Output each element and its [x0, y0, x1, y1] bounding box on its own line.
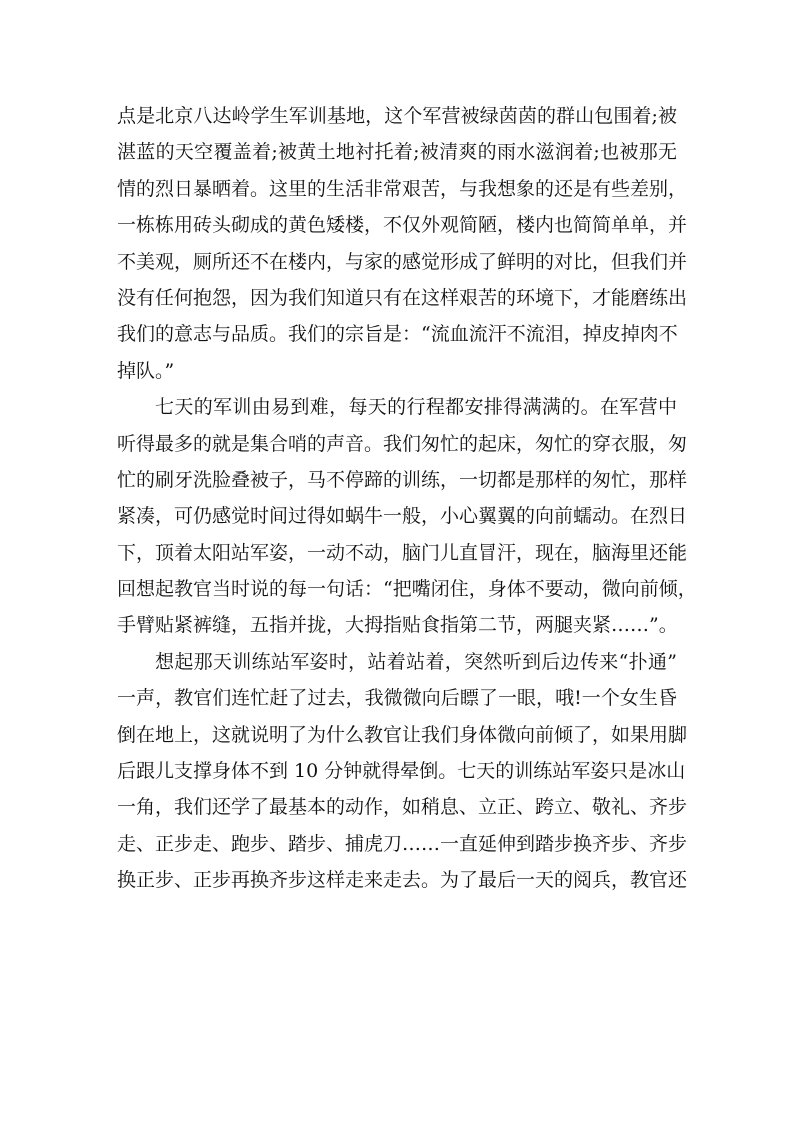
text-line: 走、正步走、跑步、踏步、捕虎刀……一直延伸到踏步换齐步、齐步 — [117, 832, 688, 855]
text-line: 下，顶着太阳站军姿，一动不动，脑门儿直冒汗，现在，脑海里还能 — [117, 541, 688, 564]
text-line: 点是北京八达岭学生军训基地，这个军营被绿茵茵的群山包围着;被 — [117, 105, 677, 127]
essay-text — [117, 98, 697, 899]
text-line: 手臂贴紧裤缝，五指并拢，大拇指贴食指第二节，两腿夹紧……”。 — [117, 614, 678, 637]
text-line: 一声，教官们连忙赶了过去，我微微向后瞟了一眼，哦!一个女生昏 — [117, 687, 677, 710]
text-line: 没有任何抱怨，因为我们知道只有在这样艰苦的环境下，才能磨练出 — [117, 286, 688, 309]
text-line: 一栋栋用砖头砌成的黄色矮楼，不仅外观简陋，楼内也简简单单，并 — [117, 214, 688, 237]
paragraph-3 — [117, 644, 688, 899]
text-line: 换正步、正步再换齐步这样走来走去。为了最后一天的阅兵，教官还 — [117, 869, 688, 892]
text-line: 掉队。” — [117, 359, 175, 382]
text-line: 倒在地上，这就说明了为什么教官让我们身体微向前倾了，如果用脚 — [117, 723, 688, 746]
text-line: 不美观，厕所还不在楼内，与家的感觉形成了鲜明的对比，但我们并 — [117, 250, 688, 273]
text-line: 七天的军训由易到难，每天的行程都安排得满满的。在军营中 — [155, 396, 677, 419]
paragraph-2 — [117, 389, 697, 644]
text-line: 情的烈日暴晒着。这里的生活非常艰苦，与我想象的还是有些差别， — [117, 177, 688, 200]
text-line: 回想起教官当时说的每一句话：“把嘴闭住，身体不要动，微向前倾， — [117, 578, 697, 601]
text-line: 紧凑，可仍感觉时间过得如蜗牛一般，小心翼翼的向前蠕动。在烈日 — [117, 505, 688, 528]
text-line: 想起那天训练站军姿时，站着站着，突然听到后边传来“扑通” — [155, 650, 677, 673]
text-line: 湛蓝的天空覆盖着;被黄土地衬托着;被清爽的雨水滋润着;也被那无 — [117, 141, 677, 164]
text-line: 我们的意志与品质。我们的宗旨是：“流血流汗不流泪，掉皮掉肉不 — [117, 323, 678, 346]
text-line: 一角，我们还学了最基本的动作，如稍息、立正、跨立、敬礼、齐步 — [117, 796, 688, 819]
text-line: 后跟儿支撑身体不到 10 分钟就得晕倒。七天的训练站军姿只是冰山 — [117, 760, 686, 783]
text-line: 听得最多的就是集合哨的声音。我们匆忙的起床，匆忙的穿衣服，匆 — [117, 432, 688, 455]
text-line: 忙的刷牙洗脸叠被子，马不停蹄的训练，一切都是那样的匆忙，那样 — [117, 468, 688, 491]
paragraph-1 — [117, 98, 688, 389]
